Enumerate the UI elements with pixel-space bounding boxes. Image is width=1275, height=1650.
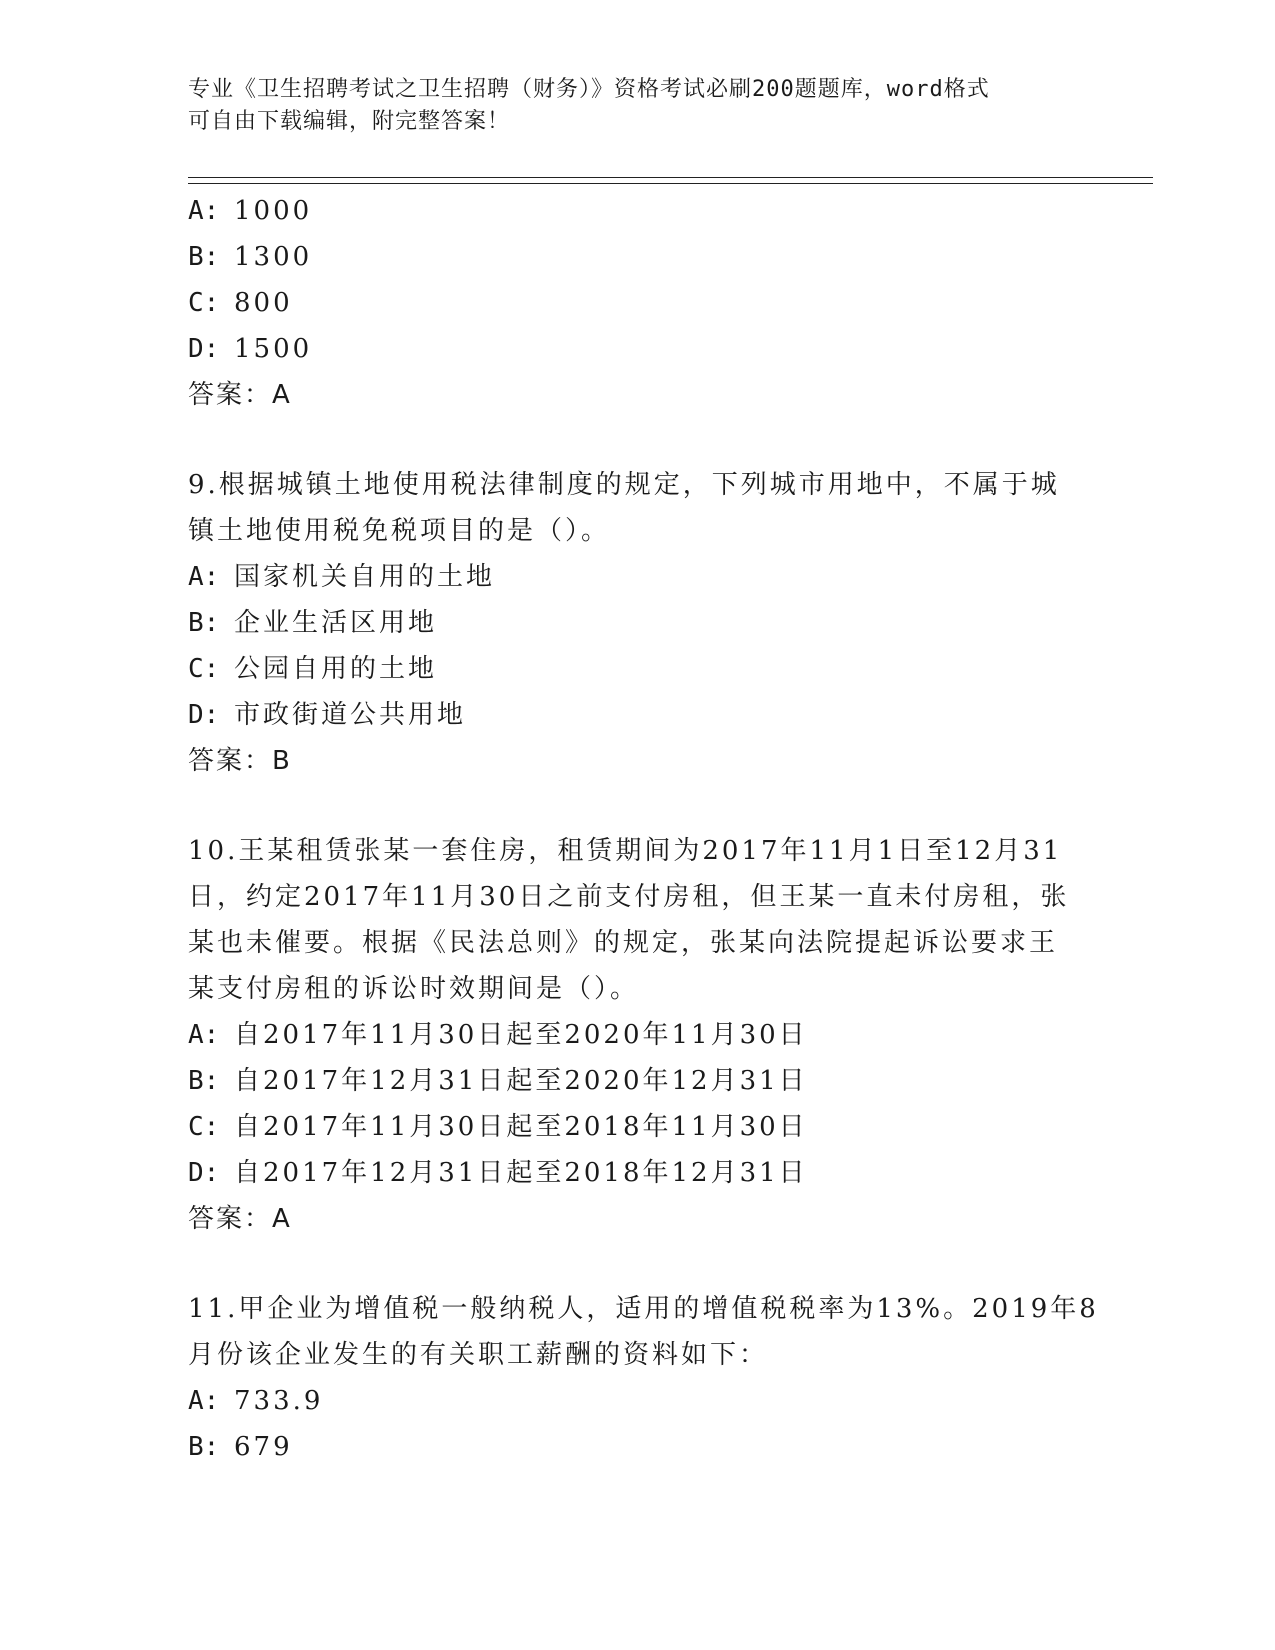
option-c: C: 自2017年11月30日起至2018年11月30日 bbox=[188, 1112, 808, 1142]
header-rule-top bbox=[188, 177, 1153, 178]
option-d: D: 市政街道公共用地 bbox=[188, 700, 467, 730]
answer-line: 答案：B bbox=[188, 746, 292, 776]
question-text-line: 9.根据城镇土地使用税法律制度的规定，下列城市用地中，不属于城 bbox=[188, 470, 1060, 500]
question-list bbox=[188, 188, 1099, 1470]
question-9 bbox=[188, 462, 1088, 784]
question-text-line: 某支付房租的诉讼时效期间是（）。 bbox=[188, 974, 640, 1004]
question-text-line: 11.甲企业为增值税一般纳税人，适用的增值税税率为13%。2019年8 bbox=[188, 1294, 1099, 1324]
option-a: A: 自2017年11月30日起至2020年11月30日 bbox=[188, 1020, 808, 1050]
header-rule-bottom bbox=[188, 183, 1153, 184]
header-line-1: 专业《卫生招聘考试之卫生招聘（财务）》资格考试必刷200题题库，word格式 bbox=[188, 77, 990, 102]
option-d: D: 自2017年12月31日起至2018年12月31日 bbox=[188, 1158, 808, 1188]
question-10 bbox=[188, 828, 1088, 1242]
option-a: A: 国家机关自用的土地 bbox=[188, 562, 496, 592]
question-text-line: 10.王某租赁张某一套住房，租赁期间为2017年11月1日至12月31 bbox=[188, 836, 1063, 866]
option-c: C: 公园自用的土地 bbox=[188, 654, 438, 684]
option-a: A: 733.9 bbox=[188, 1386, 324, 1416]
question-text-line: 某也未催要。根据《民法总则》的规定，张某向法院提起诉讼要求王 bbox=[188, 928, 1059, 958]
answer-line: 答案：A bbox=[188, 380, 292, 410]
question-text-line: 月份该企业发生的有关职工薪酬的资料如下： bbox=[188, 1340, 769, 1370]
option-a: A: 1000 bbox=[188, 196, 313, 226]
option-b: B: 企业生活区用地 bbox=[188, 608, 438, 638]
question-text-line: 镇土地使用税免税项目的是（）。 bbox=[188, 516, 611, 546]
question-text-line: 日，约定2017年11月30日之前支付房租，但王某一直未付房租，张 bbox=[188, 882, 1070, 912]
answer-line: 答案：A bbox=[188, 1204, 292, 1234]
option-b: B: 1300 bbox=[188, 242, 313, 272]
header-line-2: 可自由下载编辑，附完整答案！ bbox=[188, 109, 511, 134]
question-8 bbox=[188, 188, 1088, 418]
option-d: D: 1500 bbox=[188, 334, 313, 364]
option-b: B: 自2017年12月31日起至2020年12月31日 bbox=[188, 1066, 808, 1096]
document-header bbox=[188, 74, 1088, 138]
option-c: C: 800 bbox=[188, 288, 293, 318]
question-11 bbox=[188, 1286, 1099, 1470]
option-b: B: 679 bbox=[188, 1432, 293, 1462]
